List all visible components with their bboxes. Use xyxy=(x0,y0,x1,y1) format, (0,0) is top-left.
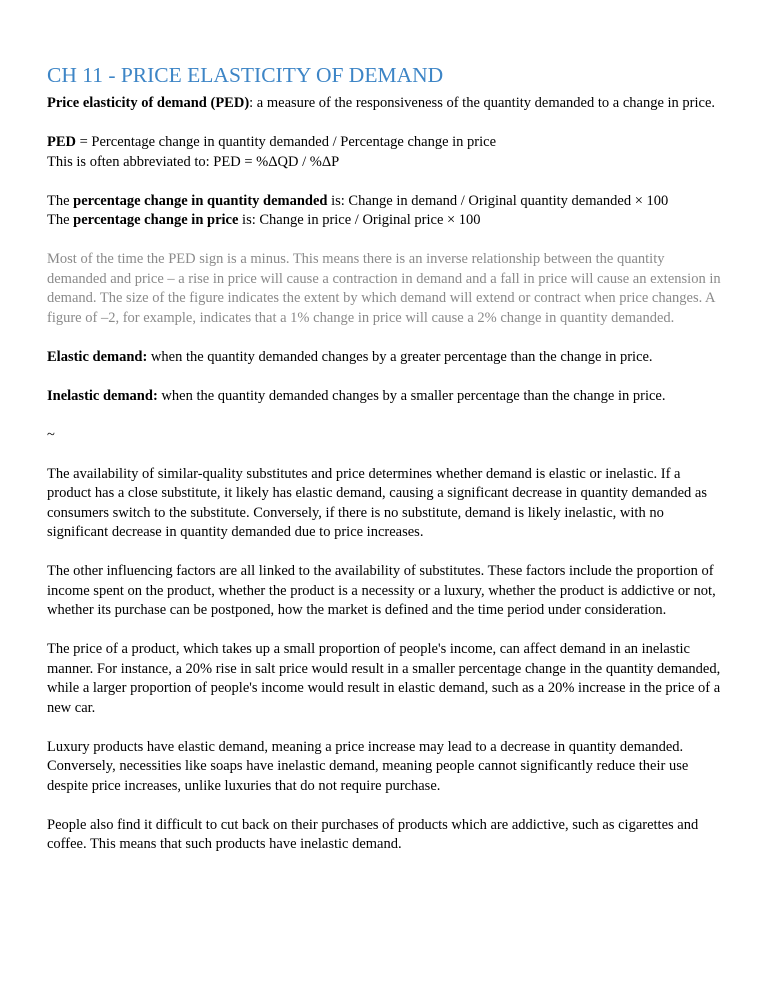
ped-definition xyxy=(47,94,727,114)
pct-p-prefix: The xyxy=(47,212,74,228)
ped-term: Price elasticity of demand (PED) xyxy=(47,95,250,111)
elastic-text: when the quantity demanded changes by a greater percentage than the change in price. xyxy=(147,348,653,365)
page-title: CH 11 - PRICE ELASTICITY OF DEMAND xyxy=(47,63,444,87)
ped-sign-note: Most of the time the PED sign is a minus. This means there is an inverse relationship between the quantity demanded and price – a rise in price will cause a contraction in demand and a fall in price will cause an extension in demand. The size of the figure indicates the extent by which demand will extend or contract when price changes. A figure of –2, for example, indicates that a 1% change in price will cause a 2% change in quantity demanded. xyxy=(47,251,721,326)
pct-p-term: percentage change in price xyxy=(73,212,239,228)
paragraph-other-factors: The other influencing factors are all linked to the availability of substitutes. These factors include the proportion of income spent on the product, whether the product is a necessity or a luxury, whether the product is addictive or not, whether its purchase can be postponed, how the market is defined and the time period under consideration. xyxy=(47,563,716,618)
inelastic-text: when the quantity demanded changes by a smaller percentage than the change in price. xyxy=(157,387,666,404)
document-body xyxy=(47,62,727,855)
ped-formula-abbrev: This is often abbreviated to: PED = %ΔQD / %ΔP xyxy=(47,153,340,170)
inelastic-term: Inelastic demand: xyxy=(47,387,158,404)
paragraph-income-proportion: The price of a product, which takes up a small proportion of people's income, can affect demand in an inelastic manner. For instance, a 20% rise in salt price would result in a smaller percentage change in the quantity demanded, while a larger proportion of people's income would result in elastic demand, such as a 20% increase in the price of a new car. xyxy=(47,641,721,716)
paragraph-addictive: People also find it difficult to cut back on their purchases of products which are addictive, such as cigarettes and coffee. This means that such products have inelastic demand. xyxy=(47,816,699,852)
pct-change-definitions xyxy=(47,192,727,231)
inelastic-definition xyxy=(47,387,727,407)
ped-definition-text: : a measure of the responsiveness of the quantity demanded to a change in price. xyxy=(249,95,716,111)
ped-formula-text: = Percentage change in quantity demanded / Percentage change in price xyxy=(76,134,497,150)
elastic-term: Elastic demand: xyxy=(47,348,148,365)
paragraph-substitutes: The availability of similar-quality substitutes and price determines whether demand is elastic or inelastic. If a product has a close substitute, it likely has elastic demand, causing a significant decrease in quantity demanded as consumers switch to the substitute. Conversely, if there is no substitute, demand is likely inelastic, with no significant decrease in quantity demanded due to price increases. xyxy=(47,465,707,540)
section-separator: ~ xyxy=(47,426,55,443)
elastic-definition xyxy=(47,348,727,368)
pct-qd-term: percentage change in quantity demanded xyxy=(73,192,328,209)
paragraph-luxury-necessity: Luxury products have elastic demand, meaning a price increase may lead to a decrease in quantity demanded. Conversely, necessities like soaps have inelastic demand, meaning people cannot significantly reduce their use despite price increases, unlike luxuries that do not require purchase. xyxy=(47,738,689,794)
ped-formula-term: PED xyxy=(47,134,76,150)
pct-p-text: is: Change in price / Original price × 100 xyxy=(238,212,481,228)
ped-formula xyxy=(47,133,727,172)
pct-qd-prefix: The xyxy=(47,192,74,209)
pct-qd-text: is: Change in demand / Original quantity demanded × 100 xyxy=(327,192,669,209)
